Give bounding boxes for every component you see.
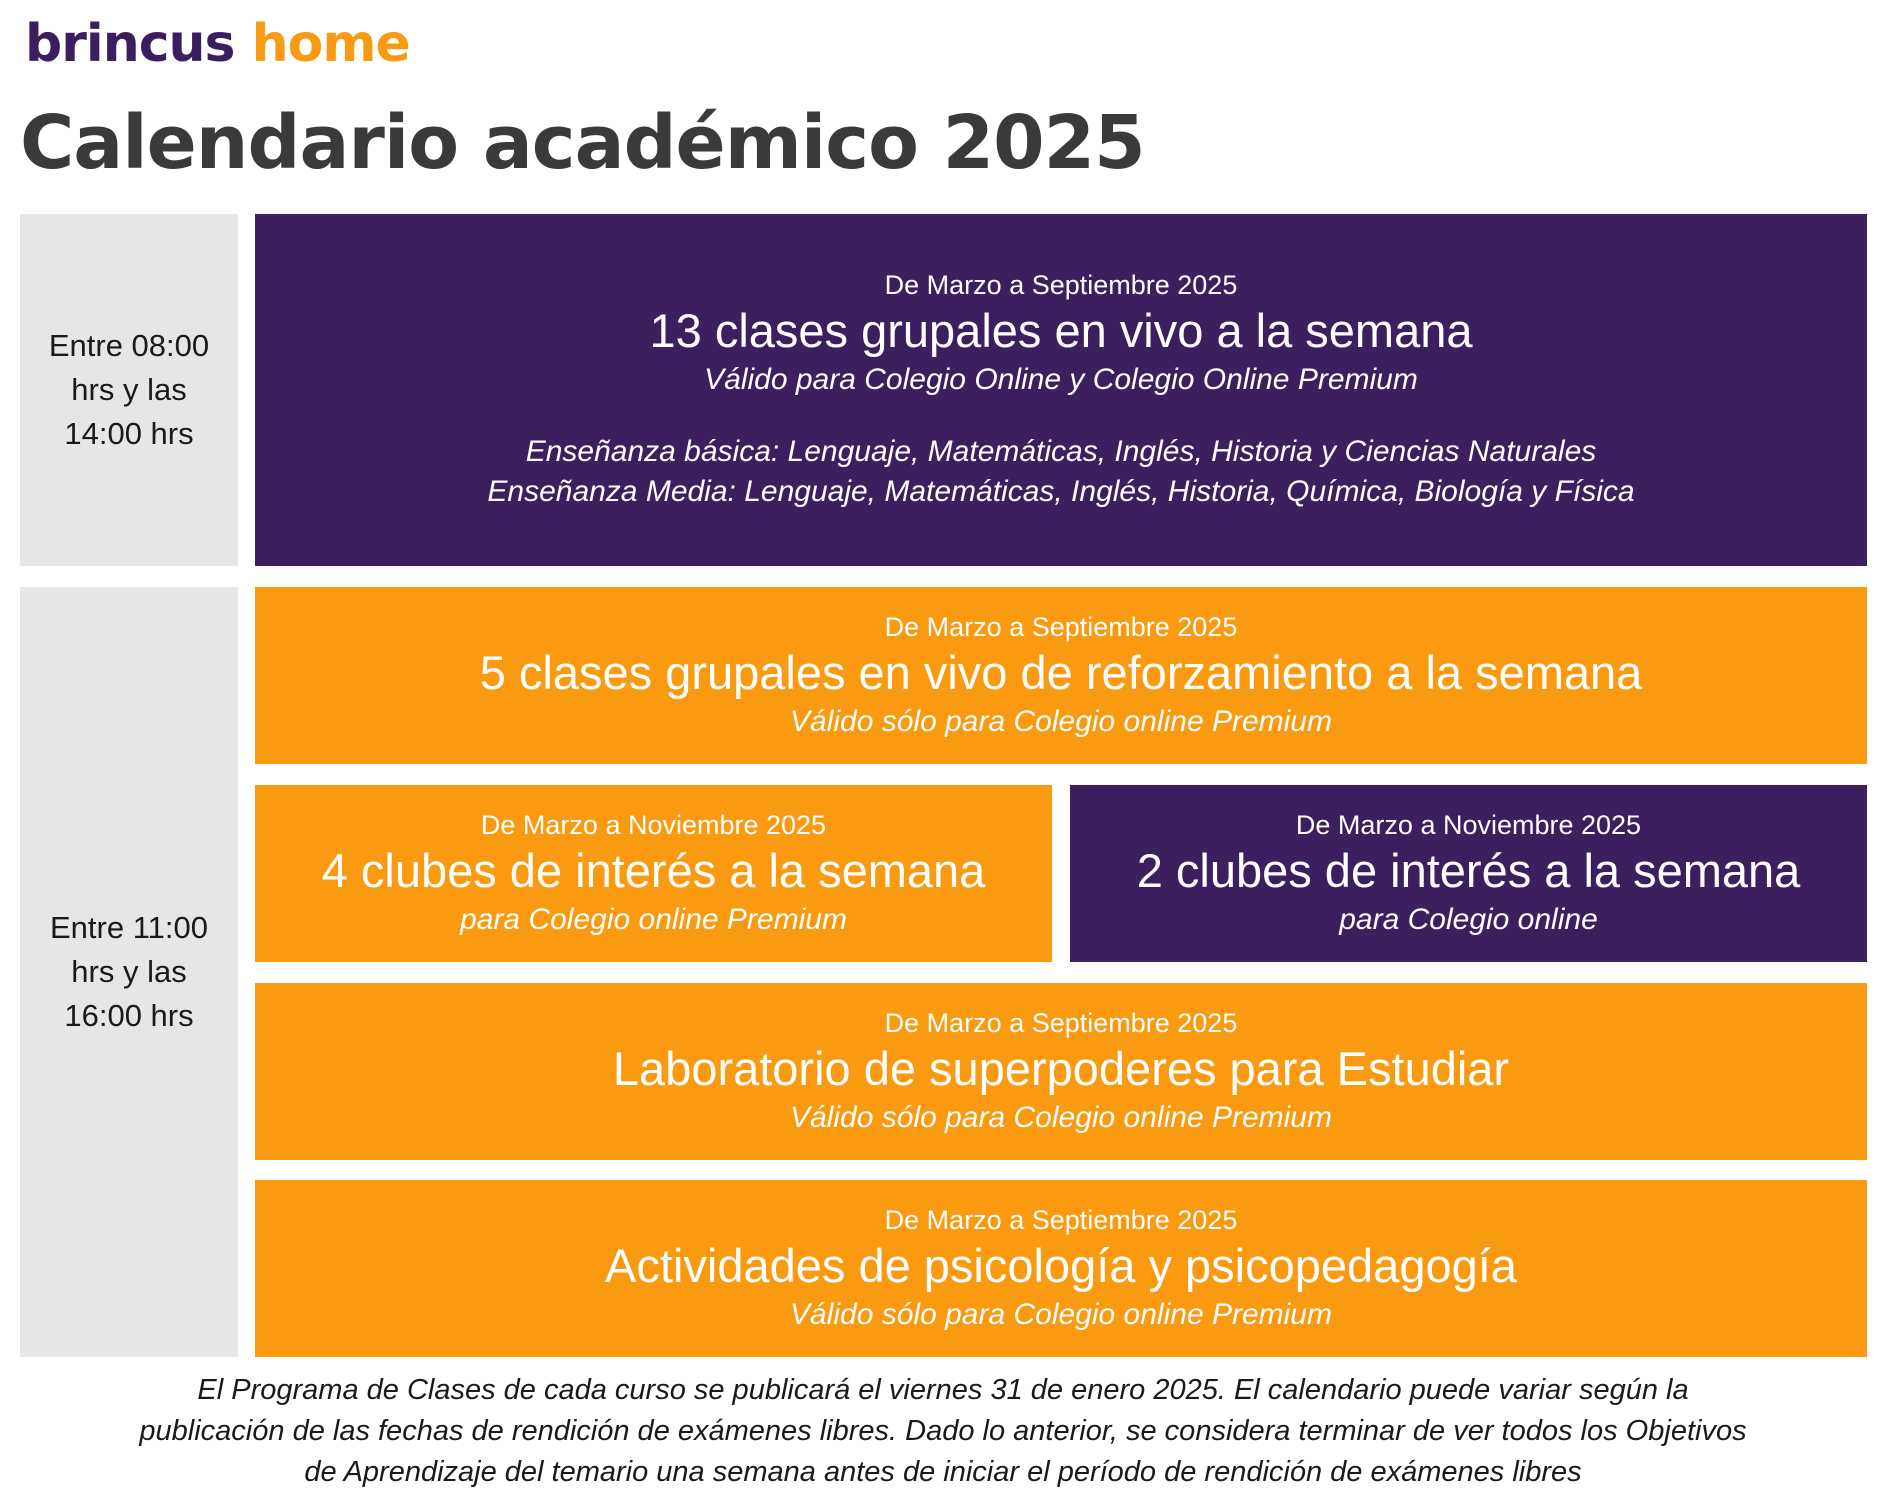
block-note: Válido sólo para Colegio online Premium <box>790 1297 1332 1331</box>
time-slot-line: hrs y las <box>71 372 187 407</box>
block-clubs-online <box>1070 785 1867 962</box>
block-headline: 13 clases grupales en vivo a la semana <box>649 304 1473 357</box>
block-clubs-premium <box>255 785 1052 962</box>
block-period: De Marzo a Septiembre 2025 <box>884 1007 1238 1038</box>
block-psychology <box>255 1180 1867 1357</box>
footer-line: de Aprendizaje del temario una semana antes de iniciar el período de rendición de exámenes libres <box>304 1456 1582 1488</box>
time-slot-line: Entre 08:00 <box>48 328 210 363</box>
block-period: De Marzo a Septiembre 2025 <box>884 1204 1238 1235</box>
block-subjects-media: Enseñanza Media: Lenguaje, Matemáticas, Inglés, Historia, Química, Biología y Física <box>487 475 1635 508</box>
time-slot-line: 14:00 hrs <box>64 416 194 451</box>
page-title: Calendario académico 2025 <box>20 100 1145 186</box>
block-note: para Colegio online Premium <box>460 902 847 936</box>
block-period: De Marzo a Septiembre 2025 <box>884 611 1238 642</box>
block-period: De Marzo a Noviembre 2025 <box>480 809 827 840</box>
brand-logo-part1: brincus <box>25 14 235 74</box>
block-note: Válido para Colegio Online y Colegio Online Premium <box>704 363 1418 396</box>
time-slot-line: 16:00 hrs <box>64 998 194 1033</box>
footer-note <box>20 1370 1866 1493</box>
footer-line: publicación de las fechas de rendición de exámenes libres. Dado lo anterior, se considera terminar de ver todos los Objetivos <box>139 1415 1747 1447</box>
block-headline: Actividades de psicología y psicopedagogía <box>605 1238 1517 1292</box>
block-note: para Colegio online <box>1339 902 1598 936</box>
block-note: Válido sólo para Colegio online Premium <box>790 1100 1332 1134</box>
block-period: De Marzo a Noviembre 2025 <box>1295 809 1642 840</box>
block-note: Válido sólo para Colegio online Premium <box>790 704 1332 738</box>
block-headline: 5 clases grupales en vivo de reforzamiento a la semana <box>479 645 1643 699</box>
block-headline: Laboratorio de superpoderes para Estudiar <box>612 1041 1510 1095</box>
block-live-classes <box>255 214 1867 566</box>
block-subjects-basic: Enseñanza básica: Lenguaje, Matemáticas, Inglés, Historia y Ciencias Naturales <box>525 435 1597 468</box>
time-slot-afternoon <box>20 587 238 1357</box>
footer-line: El Programa de Clases de cada curso se publicará el viernes 31 de enero 2025. El calendario puede variar según la <box>197 1374 1689 1406</box>
block-headline: 2 clubes de interés a la semana <box>1136 843 1801 897</box>
block-superpowers-lab <box>255 983 1867 1160</box>
block-reinforcement <box>255 587 1867 764</box>
brand-logo-part2: home <box>251 14 410 74</box>
time-slot-morning <box>20 214 238 566</box>
brand-logo <box>25 14 410 74</box>
time-slot-line: Entre 11:00 <box>50 910 208 945</box>
block-period: De Marzo a Septiembre 2025 <box>884 270 1238 300</box>
time-slot-line: hrs y las <box>71 954 187 989</box>
block-headline: 4 clubes de interés a la semana <box>321 843 986 897</box>
